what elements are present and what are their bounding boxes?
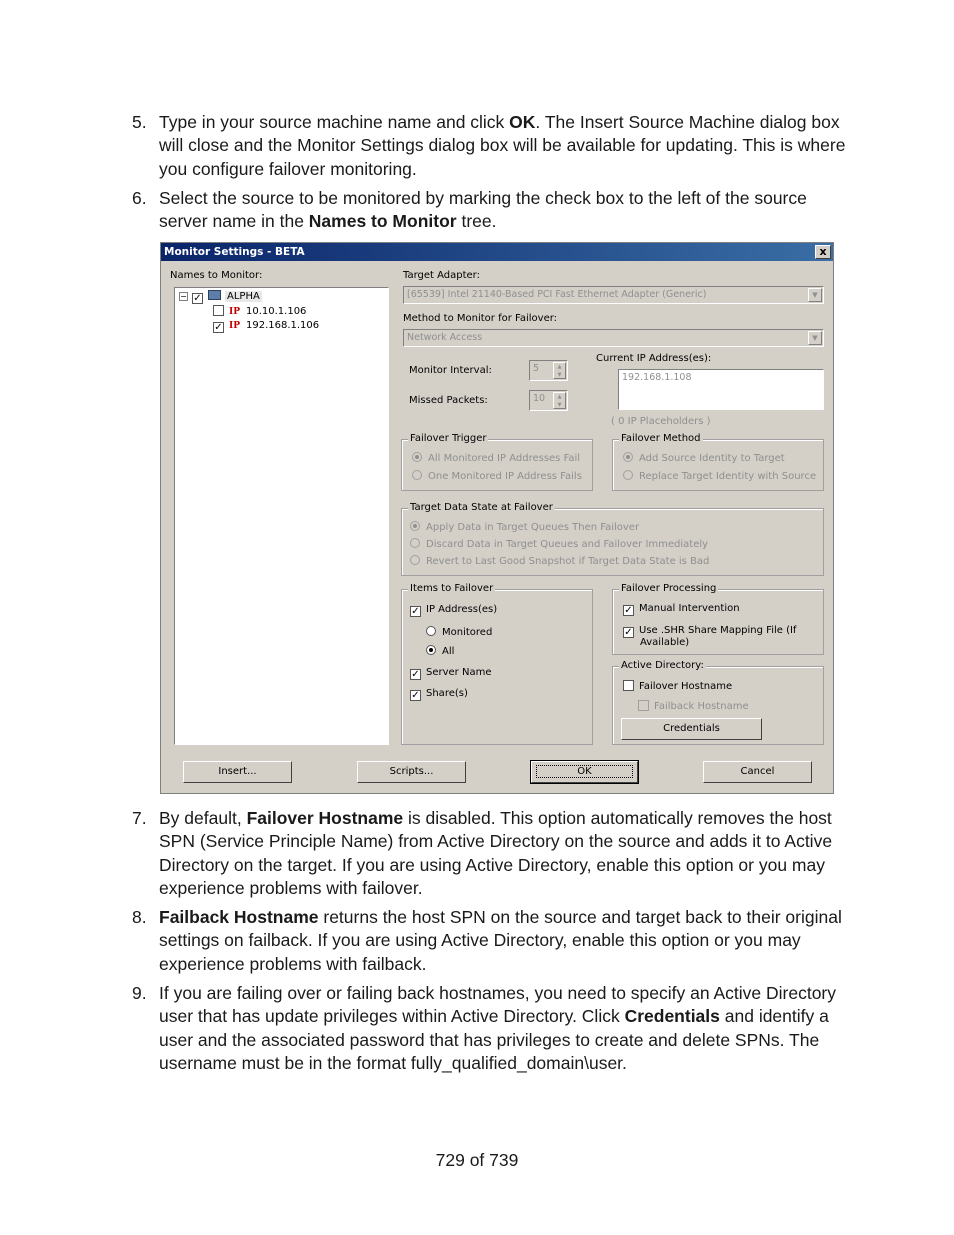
active-directory-group	[612, 660, 824, 745]
failover-method-group	[612, 433, 824, 491]
collapse-icon[interactable]: −	[180, 292, 187, 301]
dialog-titlebar	[161, 243, 833, 261]
scripts-button[interactable]: Scripts...	[357, 761, 466, 783]
server-icon	[208, 290, 221, 300]
option-label: IP Address(es)	[426, 604, 498, 615]
alpha-checkbox[interactable]: ✓	[193, 293, 202, 304]
missed-packets-value: 10	[533, 393, 546, 404]
close-icon[interactable]: x	[815, 245, 831, 259]
target-adapter-value: [65539] Intel 21140-Based PCI Fast Ethernet Adapter (Generic)	[407, 289, 707, 300]
data-state-option[interactable]	[410, 538, 708, 550]
text-run: tree.	[456, 211, 497, 232]
tree-ip-item[interactable]	[213, 320, 319, 333]
group-legend: Failover Trigger	[410, 433, 487, 444]
target-adapter-select[interactable]	[403, 286, 824, 304]
items-to-failover-group	[401, 583, 593, 745]
radio-icon[interactable]	[623, 470, 633, 480]
failover-processing-group	[612, 583, 824, 655]
bold-term: Credentials	[624, 1006, 720, 1027]
method-option[interactable]	[623, 452, 785, 464]
current-ip-list[interactable]	[618, 369, 824, 410]
monitor-interval-value: 5	[533, 363, 540, 374]
data-state-option[interactable]	[410, 521, 639, 533]
tree-ip-item[interactable]	[213, 305, 306, 317]
option-label: Add Source Identity to Target	[639, 453, 785, 464]
option-label: Use .SHR Share Mapping File (If	[639, 625, 797, 636]
option-label: Monitored	[442, 627, 493, 638]
trigger-option[interactable]	[412, 470, 582, 482]
manual-intervention-checkbox[interactable]	[623, 603, 740, 616]
failover-trigger-group	[401, 433, 593, 491]
step-number: 5.	[132, 112, 147, 132]
method-option[interactable]	[623, 470, 816, 482]
step-7	[132, 807, 852, 900]
text-run: By default,	[159, 808, 247, 828]
ok-button[interactable]	[531, 761, 638, 783]
monitor-settings-dialog	[160, 242, 834, 794]
monitor-interval-stepper[interactable]	[529, 360, 568, 381]
all-radio[interactable]	[426, 645, 454, 657]
dialog-title: Monitor Settings - BETA	[164, 246, 305, 258]
text-run: returns the host SPN on the source and target back to their original settings on failback. If you are using Active Directory, enable this option or you may experience problems with failback.	[159, 907, 842, 974]
current-ip-label: Current IP Address(es):	[596, 353, 712, 364]
target-data-state-group	[401, 502, 824, 576]
failover-hostname-checkbox[interactable]	[623, 680, 732, 692]
group-legend: Active Directory:	[621, 660, 704, 671]
step-5	[132, 111, 852, 181]
step-text	[159, 982, 852, 1075]
step-number: 7.	[132, 808, 147, 828]
option-label: One Monitored IP Address Fails	[428, 471, 582, 482]
checkbox-icon[interactable]: ✓	[411, 669, 420, 680]
names-to-monitor-tree[interactable]	[174, 287, 389, 745]
option-label: All	[442, 646, 455, 657]
option-label: Share(s)	[426, 688, 468, 699]
text-run: Type in your source machine name and click	[159, 112, 510, 132]
radio-icon[interactable]	[412, 470, 422, 480]
option-label: Apply Data in Target Queues Then Failover	[426, 522, 640, 533]
step-text	[159, 807, 852, 900]
radio-icon[interactable]	[410, 521, 420, 531]
text-run: . The Insert Source Machine dialog box will close and the Monitor Settings dialog box will be available for updating. This is where you configure failover monitoring.	[159, 112, 846, 179]
failback-hostname-checkbox[interactable]	[638, 700, 749, 712]
text-run: If you are failing over or failing back hostnames, you need to specify an Active Directory user that has update privileges within Active Directory. Click	[159, 983, 837, 1027]
tree-root-item[interactable]	[179, 290, 262, 304]
monitor-interval-label: Monitor Interval:	[409, 365, 492, 376]
method-label: Method to Monitor for Failover:	[403, 313, 558, 324]
group-legend: Failover Method	[621, 433, 701, 444]
step-text	[159, 187, 852, 234]
server-name-checkbox[interactable]	[410, 667, 491, 680]
option-label: Discard Data in Target Queues and Failover Immediately	[426, 539, 709, 550]
ip-checkbox[interactable]: ✓	[214, 322, 223, 333]
step-text	[159, 906, 852, 976]
checkbox-icon[interactable]	[638, 700, 649, 711]
monitored-radio[interactable]	[426, 626, 492, 638]
shr-mapping-label-cont: Available)	[640, 637, 690, 648]
missed-packets-label: Missed Packets:	[409, 395, 488, 406]
insert-button[interactable]: Insert...	[183, 761, 292, 783]
option-label: Revert to Last Good Snapshot if Target Data State is Bad	[426, 556, 710, 567]
radio-icon[interactable]	[623, 452, 633, 462]
bold-term: Failover Hostname	[246, 808, 404, 828]
radio-icon[interactable]	[426, 645, 436, 655]
radio-icon[interactable]	[410, 555, 420, 565]
step-number: 9.	[132, 983, 147, 1003]
option-label: All Monitored IP Addresses Fail	[428, 453, 581, 464]
group-legend: Target Data State at Failover	[410, 502, 553, 513]
spinner-arrows-icon[interactable]: ▲ ▼	[553, 392, 566, 409]
option-label: Replace Target Identity with Source	[639, 471, 817, 482]
step-6	[132, 187, 852, 234]
ok-label: OK	[536, 765, 632, 778]
text-run: and identify a user and the associated password that has privileges to create and delete SPNs. The username must be in the format fully_qualified_domain\user.	[159, 1006, 829, 1073]
checkbox-icon[interactable]: ✓	[411, 690, 420, 701]
shares-checkbox[interactable]	[410, 688, 468, 701]
checkbox-icon[interactable]: ✓	[411, 606, 420, 617]
ip-checkbox[interactable]	[213, 305, 224, 316]
names-to-monitor-label: Names to Monitor:	[170, 270, 263, 281]
method-value: Network Access	[407, 332, 483, 343]
option-label: Failover Hostname	[639, 681, 733, 692]
step-number: 6.	[132, 188, 147, 208]
ip-placeholders: ( 0 IP Placeholders )	[611, 416, 711, 427]
ip-icon: IP	[229, 321, 240, 331]
step-9	[132, 982, 852, 1075]
target-adapter-label: Target Adapter:	[403, 270, 480, 281]
chevron-down-icon[interactable]: ▼	[808, 288, 822, 302]
step-text	[159, 111, 852, 181]
step-8	[132, 906, 852, 976]
trigger-option[interactable]	[412, 452, 580, 464]
group-legend: Items to Failover	[410, 583, 494, 594]
alpha-label: ALPHA	[227, 291, 260, 302]
bold-term: Names to Monitor	[308, 211, 457, 232]
chevron-down-icon[interactable]: ▼	[808, 331, 822, 345]
ip-label: 192.168.1.106	[245, 320, 320, 331]
method-select[interactable]	[403, 329, 824, 347]
checkbox-icon[interactable]: ✓	[624, 605, 633, 616]
missed-packets-stepper[interactable]	[529, 390, 568, 411]
ip-label: 10.10.1.106	[245, 306, 307, 317]
ip-icon: IP	[229, 307, 240, 317]
checkbox-icon[interactable]: ✓	[624, 627, 633, 638]
radio-icon[interactable]	[412, 452, 422, 462]
checkbox-icon[interactable]	[623, 680, 634, 691]
group-legend: Failover Processing	[621, 583, 717, 594]
data-state-option[interactable]	[410, 555, 709, 567]
credentials-button[interactable]: Credentials	[621, 718, 762, 740]
radio-icon[interactable]	[426, 626, 436, 636]
option-label: Server Name	[426, 667, 492, 678]
text-run: Select the source to be monitored by marking the check box to the left of the source server name in the	[159, 188, 807, 232]
text-run: is disabled. This option automatically removes the host SPN (Service Principle Name) from Active Directory on the source and adds it to Active Directory on the target. If you are using Active Directory, enable this option or you may experience problems with failover.	[159, 808, 833, 898]
radio-icon[interactable]	[410, 538, 420, 548]
current-ip-value: 192.168.1.108	[622, 372, 692, 383]
bold-term: Failback Hostname	[159, 907, 319, 927]
option-label: Manual Intervention	[639, 603, 740, 614]
ip-addresses-checkbox[interactable]	[410, 604, 497, 617]
spinner-arrows-icon[interactable]: ▲ ▼	[553, 362, 566, 379]
page-number: 729 of 739	[435, 1150, 519, 1170]
step-number: 8.	[132, 907, 147, 927]
bold-term: OK	[509, 112, 536, 132]
option-label: Failback Hostname	[654, 701, 749, 712]
cancel-button[interactable]: Cancel	[703, 761, 812, 783]
